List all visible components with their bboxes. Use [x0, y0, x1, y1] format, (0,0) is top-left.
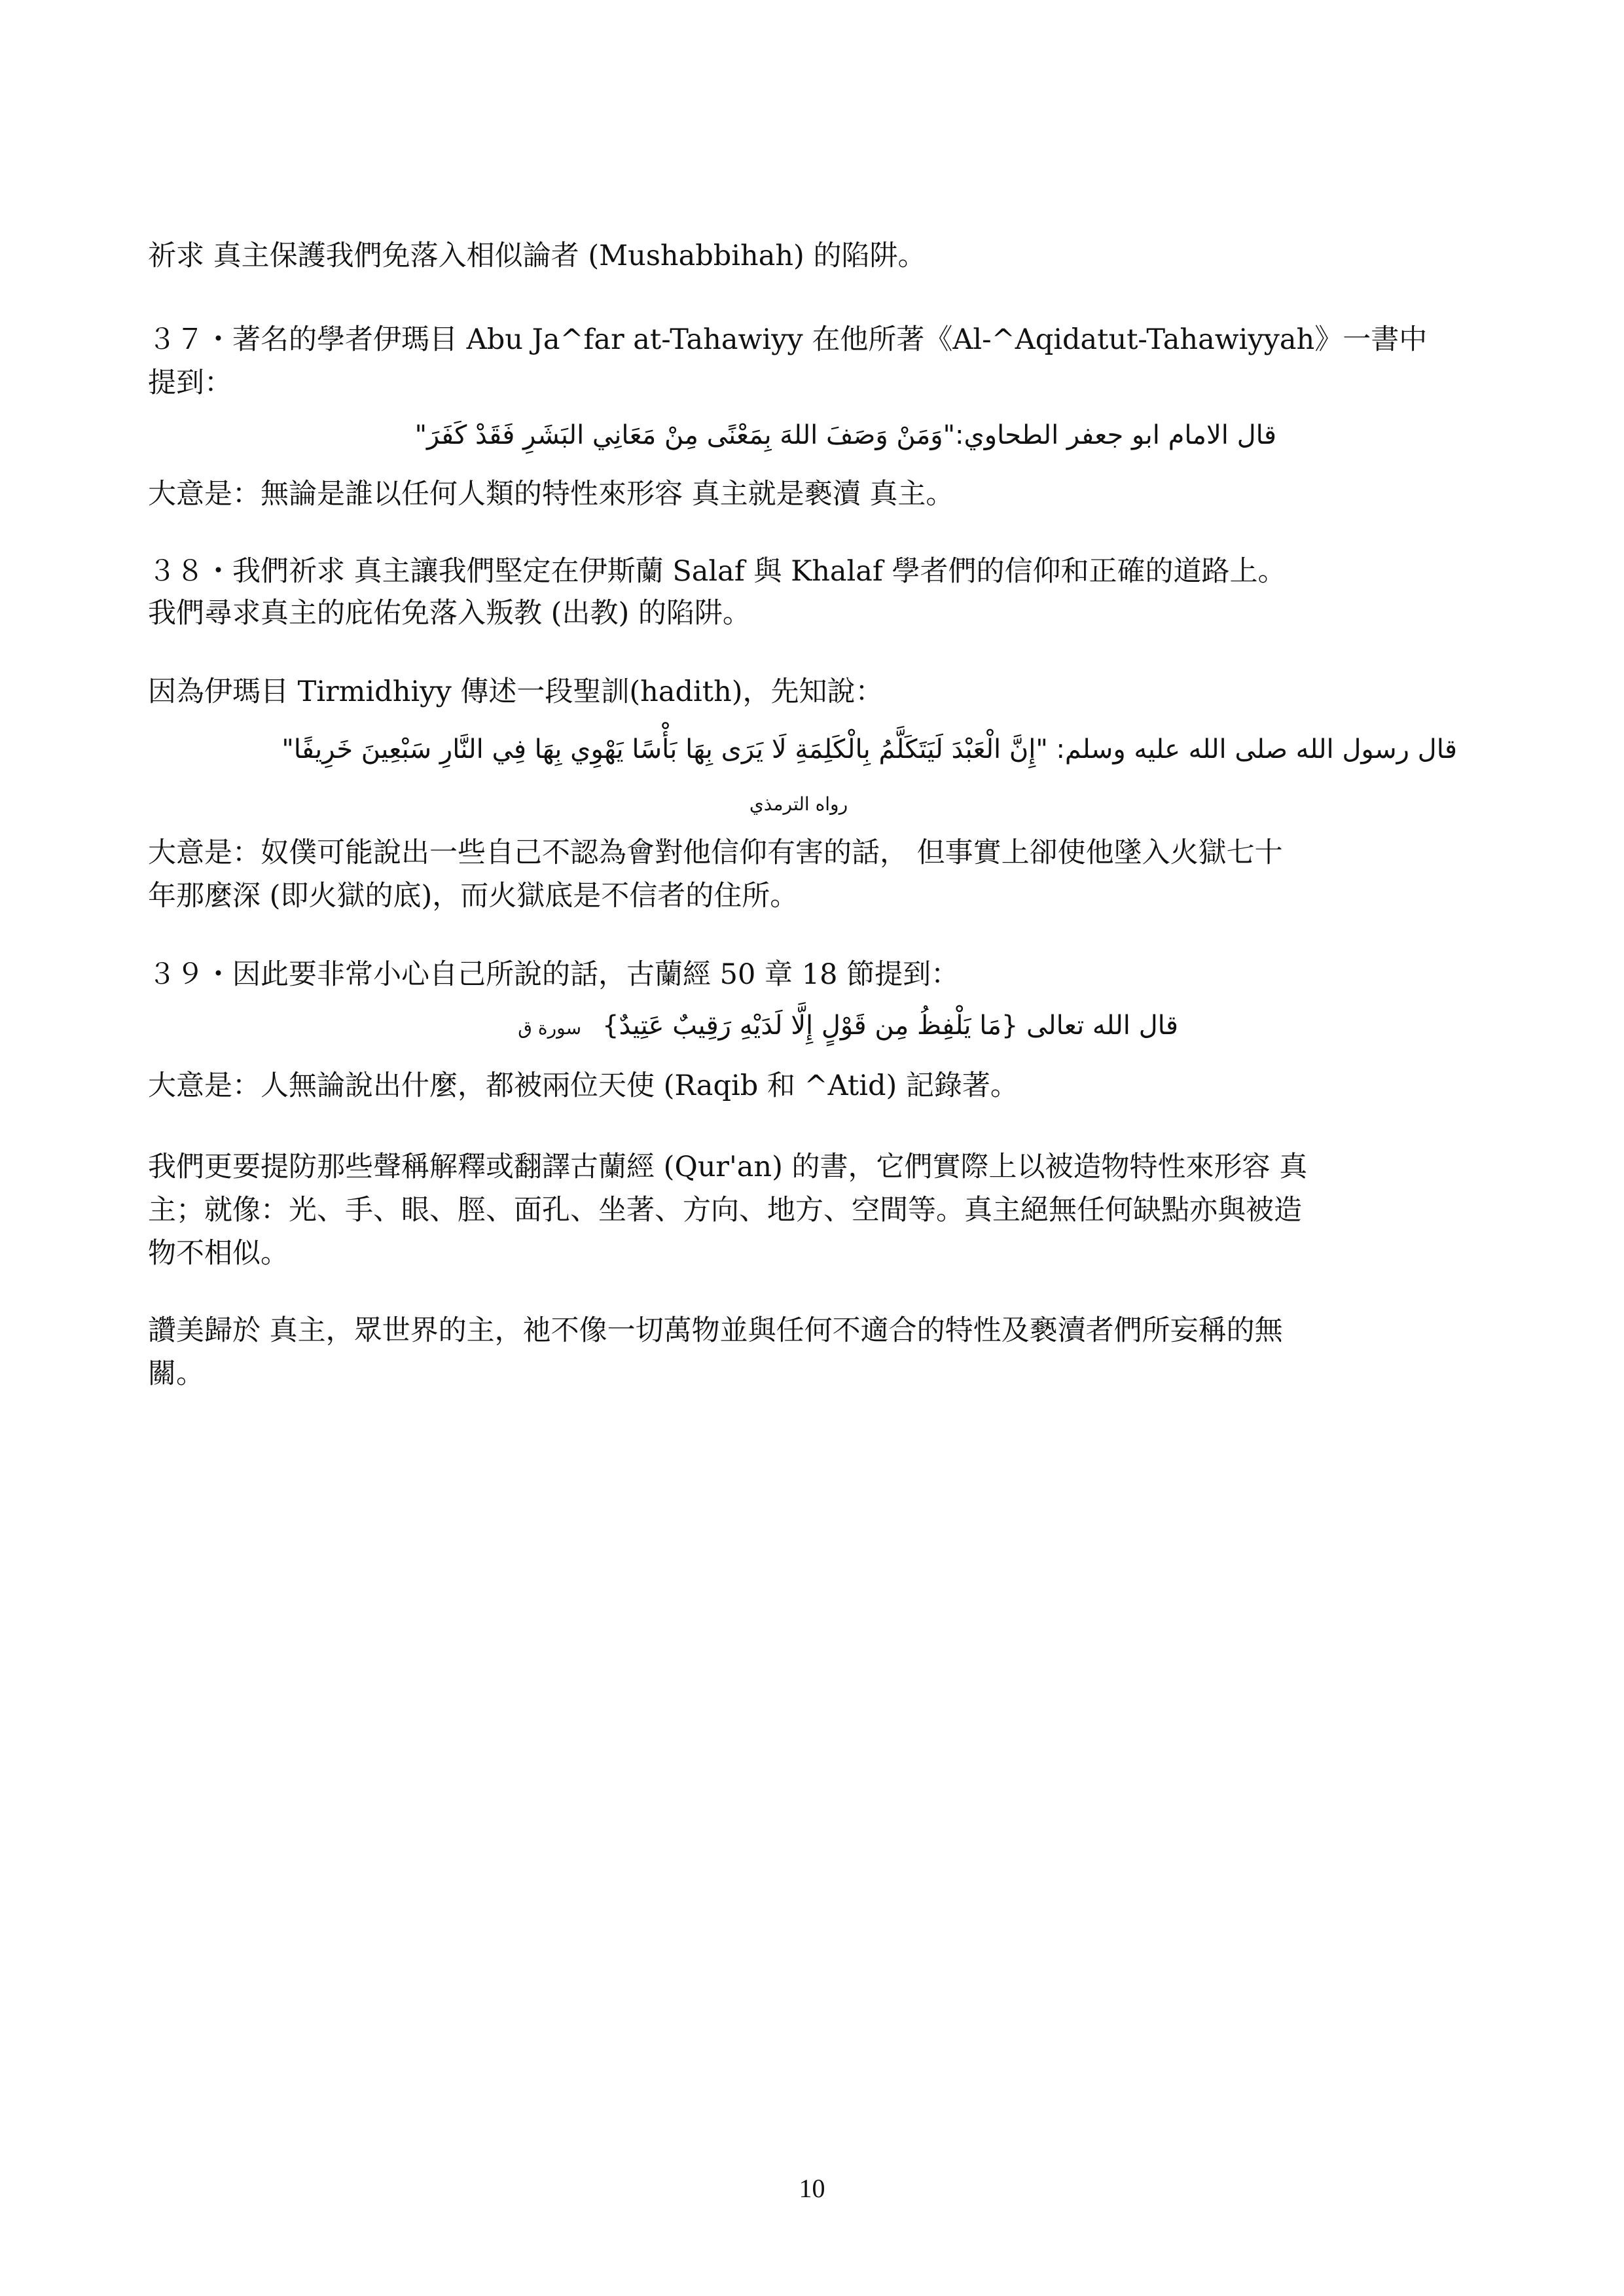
paragraph-37-meaning: 大意是：無論是誰以任何人類的特性來形容 真主就是褻瀆 真主。: [148, 478, 954, 511]
paragraph-40-line-2: 主；就像：光、手、眼、脛、面孔、坐著、方向、地方、空間等。真主絕無任何缺點亦與被造: [148, 1194, 1302, 1227]
hadith-source: رواه الترمذي: [749, 793, 848, 815]
arabic-quran-verse: [367, 1004, 1178, 1050]
page-number: 10: [799, 2174, 825, 2203]
paragraph-37-line-1: ３７・著名的學者伊瑪目 Abu Ja^far at-Tahawiyy 在他所著《Al-^Aqidatut-Tahawiyyah》一書中: [148, 323, 1428, 356]
paragraph-38-meaning-line-1: 大意是：奴僕可能說出一些自己不認為會對他信仰有害的話， 但事實上卻使他墜入火獄七十: [148, 836, 1283, 869]
paragraph-38-line-1: ３８・我們祈求 真主讓我們堅定在伊斯蘭 Salaf 與 Khalaf 學者們的信仰和正確的道路上。: [148, 555, 1286, 588]
paragraph-38-line-2: 我們尋求真主的庇佑免落入叛教 (出教) 的陷阱。: [148, 597, 751, 630]
paragraph-41-line-1: 讚美歸於 真主，眾世界的主，祂不像一切萬物並與任何不適合的特性及褻瀆者們所妄稱的無: [148, 1314, 1283, 1347]
paragraph-38-meaning-line-2: 年那麼深 (即火獄的底)，而火獄底是不信者的住所。: [148, 880, 799, 912]
paragraph-hadith-intro: 因為伊瑪目 Tirmidhiyy 傳述一段聖訓(hadith)，先知說：: [148, 675, 884, 708]
paragraph-41-line-2: 關。: [148, 1357, 204, 1390]
paragraph-37-line-2: 提到：: [148, 367, 232, 399]
quran-verse-source: سورة ق: [518, 1017, 582, 1039]
quran-verse-text: قال الله تعالى {مَا يَلْفِظُ مِن قَوْلٍ إِلَّا لَدَيْهِ رَقِيبٌ عَتِيدٌ}: [602, 1011, 1178, 1041]
arabic-hadith: قال رسول الله صلى الله عليه وسلم: "إِنَّ الْعَبْدَ لَيَتَكَلَّمُ بِالْكَلِمَةِ لَا يَرَى بِهَا بَأْسًا يَهْوِي بِهَا فِي النَّارِ سَبْعِينَ خَرِيفًا": [281, 734, 1457, 764]
paragraph-40-line-3: 物不相似。: [148, 1237, 289, 1270]
arabic-quote-tahawi: قال الامام ابو جعفر الطحاوي:"وَمَنْ وَصَفَ اللهَ بِمَعْنًى مِنْ مَعَانِي البَشَرِ فَقَدْ كَفَرَ": [414, 420, 1276, 450]
paragraph-prayer: 祈求 真主保護我們免落入相似論者 (Mushabbihah) 的陷阱。: [148, 240, 926, 272]
paragraph-40-line-1: 我們更要提防那些聲稱解釋或翻譯古蘭經 (Qur'an) 的書，它們實際上以被造物特性來形容 真: [148, 1151, 1308, 1183]
paragraph-39: ３９・因此要非常小心自己所說的話，古蘭經 50 章 18 節提到：: [148, 958, 960, 991]
paragraph-39-meaning: 大意是：人無論說出什麼，都被兩位天使 (Raqib 和 ^Atid) 記錄著。: [148, 1069, 1019, 1102]
